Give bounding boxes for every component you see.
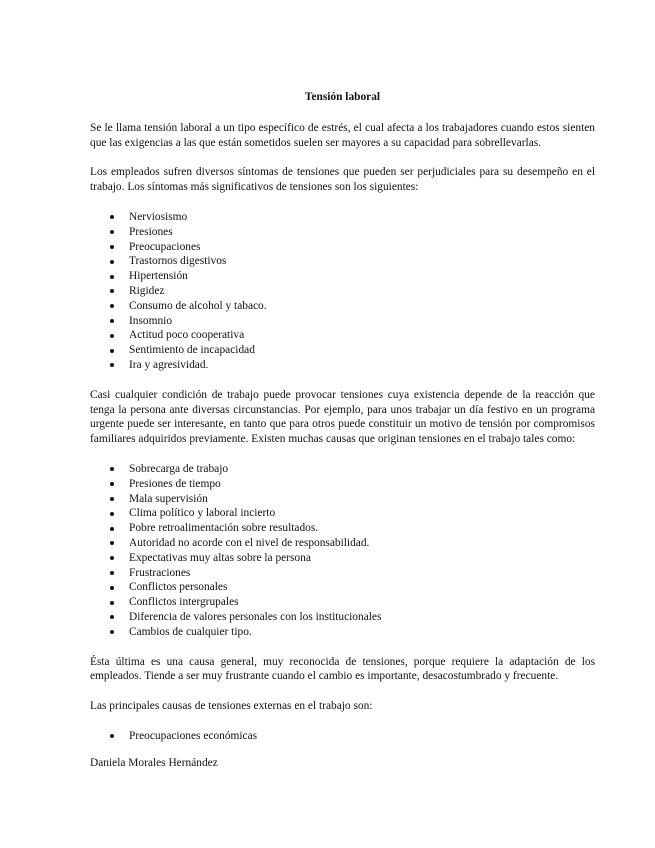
list-item: Autoridad no acorde con el nivel de responsabilidad. [90,536,595,551]
external-causes-list [90,729,595,744]
list-item: Insomnio [90,314,595,329]
list-item: Preocupaciones [90,240,595,255]
list-item: Cambios de cualquier tipo. [90,625,595,640]
document-page [90,90,595,782]
list-item: Presiones de tiempo [90,477,595,492]
intro-paragraph: Se le llama tensión laboral a un tipo específico de estrés, el cual afecta a los trabajadores cuando estos sienten que las exigencias a las que están sometidos suelen ser mayores a su capacidad para sobrellevarlas. [90,121,595,149]
list-item: Sentimiento de incapacidad [90,343,595,358]
list-item: Mala supervisión [90,492,595,507]
list-item: Pobre retroalimentación sobre resultados. [90,521,595,536]
list-item: Diferencia de valores personales con los institucionales [90,610,595,625]
list-item: Conflictos intergrupales [90,595,595,610]
list-item: Rigidez [90,284,595,299]
list-item: Nerviosismo [90,210,595,225]
list-item: Clima político y laboral incierto [90,506,595,521]
list-item: Preocupaciones económicas [90,729,595,744]
list-item: Consumo de alcohol y tabaco. [90,299,595,314]
document-title: Tensión laboral [304,91,381,103]
causes-list [90,462,595,640]
list-item: Trastornos digestivos [90,254,595,269]
symptoms-list [90,210,595,373]
list-item: Conflictos personales [90,580,595,595]
list-item: Frustraciones [90,566,595,581]
list-item: Expectativas muy altas sobre la persona [90,551,595,566]
symptoms-intro-paragraph: Los empleados sufren diversos síntomas de tensiones que pueden ser perjudiciales para su desempeño en el trabajo. Los síntomas más significativos de tensiones son los siguientes: [90,166,595,194]
list-item: Ira y agresividad. [90,358,595,373]
list-item: Sobrecarga de trabajo [90,462,595,477]
external-intro-paragraph: Las principales causas de tensiones externas en el trabajo son: [90,700,373,713]
list-item: Hipertensión [90,269,595,284]
list-item: Presiones [90,225,595,240]
list-item: Actitud poco cooperativa [90,328,595,343]
author-name: Daniela Morales Hernández [90,756,218,769]
change-paragraph: Ésta última es una causa general, muy reconocida de tensiones, porque requiere la adaptación de los empleados. Tiende a ser muy frustrante cuando el cambio es importante, desacostumbrado y frecuente. [90,655,595,683]
causes-intro-paragraph: Casi cualquier condición de trabajo puede provocar tensiones cuya existencia depende de la reacción que tenga la persona ante diversas circunstancias. Por ejemplo, para unos trabajar un día festivo en un programa urgente puede ser interesante, en tanto que para otros puede constituir un motivo de tensión por compromisos familiares adquiridos previamente. Existen muchas causas que originan tensiones en el trabajo tales como: [90,388,595,446]
